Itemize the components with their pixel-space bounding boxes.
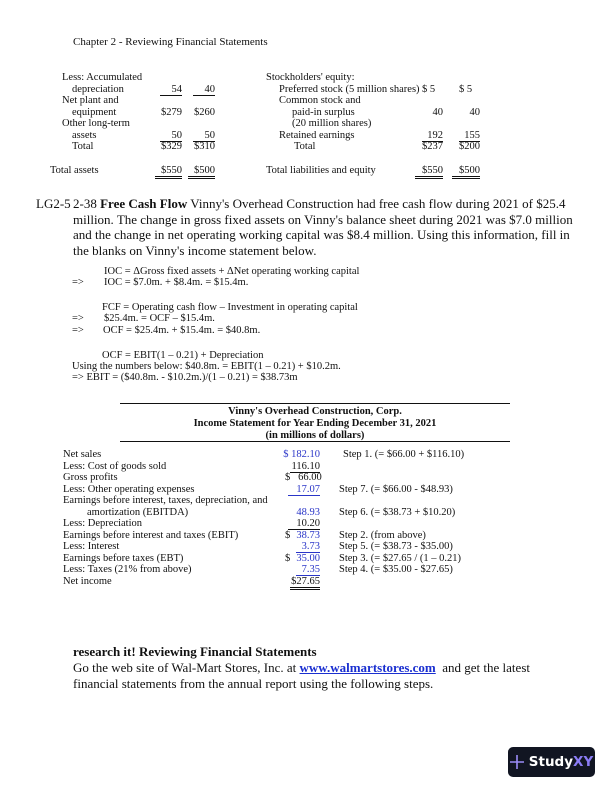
- is-label: Earnings before interest and taxes (EBIT): [63, 529, 239, 541]
- bs-value: $260: [194, 107, 215, 118]
- is-value: 10.20: [288, 518, 320, 530]
- bs-label: Total liabilities and equity: [266, 165, 376, 176]
- is-label: Less: Cost of goods sold: [63, 460, 167, 472]
- bs-label: Total: [72, 141, 94, 152]
- is-label: Less: Depreciation: [63, 518, 143, 529]
- bs-label: Less: Accumulated: [62, 72, 143, 83]
- formula: IOC = $7.0m. + $8.4m. = $15.4m.: [104, 277, 249, 288]
- is-step: Step 5. (= $38.73 - $35.00): [339, 541, 453, 552]
- is-value: 48.93: [296, 506, 320, 518]
- walmart-link[interactable]: www.walmartstores.com: [299, 660, 436, 675]
- is-label: Less: Interest: [63, 541, 120, 552]
- bs-value: 40: [469, 107, 480, 118]
- statement-subtitle: Income Statement for Year Ending December 31, 2021: [193, 418, 437, 429]
- bs-label: depreciation: [72, 84, 124, 95]
- is-value: 7.35: [296, 564, 320, 576]
- is-label: Net sales: [63, 449, 102, 460]
- bs-value: 54: [160, 84, 182, 96]
- is-label: amortization (EBITDA): [87, 506, 189, 518]
- is-value: $ 66.00: [285, 472, 322, 483]
- research-text: [73, 660, 530, 676]
- bs-value: 40: [193, 84, 215, 96]
- bs-value: $550: [155, 165, 182, 179]
- problem-text: Vinny's Overhead Construction had free cash flow during 2021 of $25.4: [190, 196, 566, 211]
- bs-label: Retained earnings: [279, 130, 355, 141]
- arrow: =>: [72, 277, 84, 288]
- bs-label: Stockholders' equity:: [266, 72, 355, 83]
- is-label: Gross profits: [63, 472, 118, 483]
- bs-label: (20 million shares): [292, 118, 372, 129]
- bs-label: Preferred stock (5 million shares): [279, 84, 420, 95]
- is-step: Step 2. (from above): [339, 529, 426, 541]
- formula: IOC = ΔGross fixed assets + ΔNet operating working capital: [104, 266, 360, 277]
- bs-value: $ 5: [422, 84, 436, 95]
- problem-line: [73, 196, 565, 212]
- formula: Using the numbers below: $40.8m. = EBIT(1 – 0.21) + $10.2m.: [72, 361, 341, 372]
- bs-value: $329: [161, 141, 182, 152]
- problem-title: Free Cash Flow: [100, 196, 188, 211]
- bs-label: Other long-term: [62, 118, 130, 129]
- research-text: financial statements from the annual report using the following steps.: [73, 675, 434, 691]
- bs-label: Total: [294, 141, 316, 152]
- is-value: 3.73: [296, 541, 320, 553]
- formula: OCF = $25.4m. + $15.4m. = $40.8m.: [103, 325, 261, 336]
- bs-label: Common stock and: [279, 95, 361, 106]
- is-label: Less: Taxes (21% from above): [63, 564, 192, 575]
- bs-value: $500: [188, 165, 215, 179]
- is-step: Step 3. (= $27.65 / (1 – 0.21): [339, 552, 461, 564]
- is-step: Step 4. (= $35.00 - $27.65): [339, 564, 453, 575]
- formula: OCF = EBIT(1 – 0.21) + Depreciation: [102, 350, 264, 361]
- formula: => EBIT = ($40.8m. - $10.2m.)/(1 – 0.21) = $38.73m: [72, 372, 298, 383]
- logo-text: StudyXY: [528, 754, 594, 770]
- is-value: $27.65: [290, 576, 320, 590]
- bs-value: 155: [459, 130, 480, 142]
- research-heading: research it! Reviewing Financial Statements: [73, 644, 317, 659]
- formula: FCF = Operating cash flow – Investment in operating capital: [102, 302, 358, 313]
- research-text-post: and get the latest: [435, 660, 530, 675]
- bs-value: $310: [194, 141, 215, 152]
- bs-value: $500: [452, 165, 480, 179]
- is-step: Step 7. (= $66.00 - $48.93): [339, 483, 453, 495]
- formula: $25.4m. = OCF – $15.4m.: [104, 313, 215, 324]
- dollar-sign: $: [285, 552, 291, 564]
- dollar-sign: $: [285, 529, 291, 541]
- page-header: Chapter 2 - Reviewing Financial Statements: [73, 36, 268, 48]
- bs-value: $279: [161, 107, 182, 118]
- is-step: Step 1. (= $66.00 + $116.10): [343, 449, 465, 460]
- bs-value: $ 5: [459, 84, 473, 95]
- is-label: Earnings before interest, taxes, depreciation, and: [63, 495, 268, 506]
- divider: [120, 403, 510, 404]
- is-label: Net income: [63, 575, 112, 587]
- is-value: 35.00: [296, 552, 320, 564]
- statement-units: (in millions of dollars): [120, 430, 510, 442]
- problem-text: million. The change in gross fixed assets on Vinny's balance sheet during 2021 was $7.0 million: [73, 211, 573, 227]
- bs-value: 50: [160, 130, 182, 142]
- bs-value: 192: [422, 130, 443, 142]
- bs-value: 50: [193, 130, 215, 142]
- bs-value: $550: [415, 165, 443, 179]
- bs-label: Total assets: [50, 165, 99, 176]
- studyxy-logo: [508, 747, 595, 777]
- statement-title: Vinny's Overhead Construction, Corp.: [228, 406, 402, 417]
- bs-value: $200: [459, 141, 480, 152]
- is-value: $ 182.10: [283, 449, 320, 460]
- plus-icon: [510, 755, 524, 769]
- is-label: Less: Other operating expenses: [63, 483, 195, 495]
- is-value: 116.10: [291, 460, 320, 472]
- bs-label: paid-in surplus: [292, 107, 355, 118]
- bs-label: equipment: [72, 107, 117, 118]
- arrow: =>: [72, 313, 84, 324]
- bs-value: $237: [422, 141, 443, 152]
- problem-text: and the change in net operating working capital was $8.4 million. Using this information, fill in: [73, 227, 570, 242]
- problem-text: the blanks on Vinny's income statement below.: [73, 242, 317, 258]
- is-step: Step 6. (= $38.73 + $10.20): [339, 506, 456, 518]
- problem-number: 2-38: [73, 196, 97, 211]
- research-text-pre: Go the web site of Wal-Mart Stores, Inc. at: [73, 660, 300, 675]
- bs-value: 40: [432, 107, 443, 118]
- is-value: 17.07: [288, 484, 320, 496]
- is-value: 38.73: [296, 529, 320, 541]
- learning-goal: LG2-5: [36, 196, 71, 211]
- bs-label: Net plant and: [62, 95, 119, 106]
- arrow: =>: [72, 325, 84, 336]
- is-label: Earnings before taxes (EBT): [63, 552, 184, 564]
- bs-label: assets: [72, 130, 97, 141]
